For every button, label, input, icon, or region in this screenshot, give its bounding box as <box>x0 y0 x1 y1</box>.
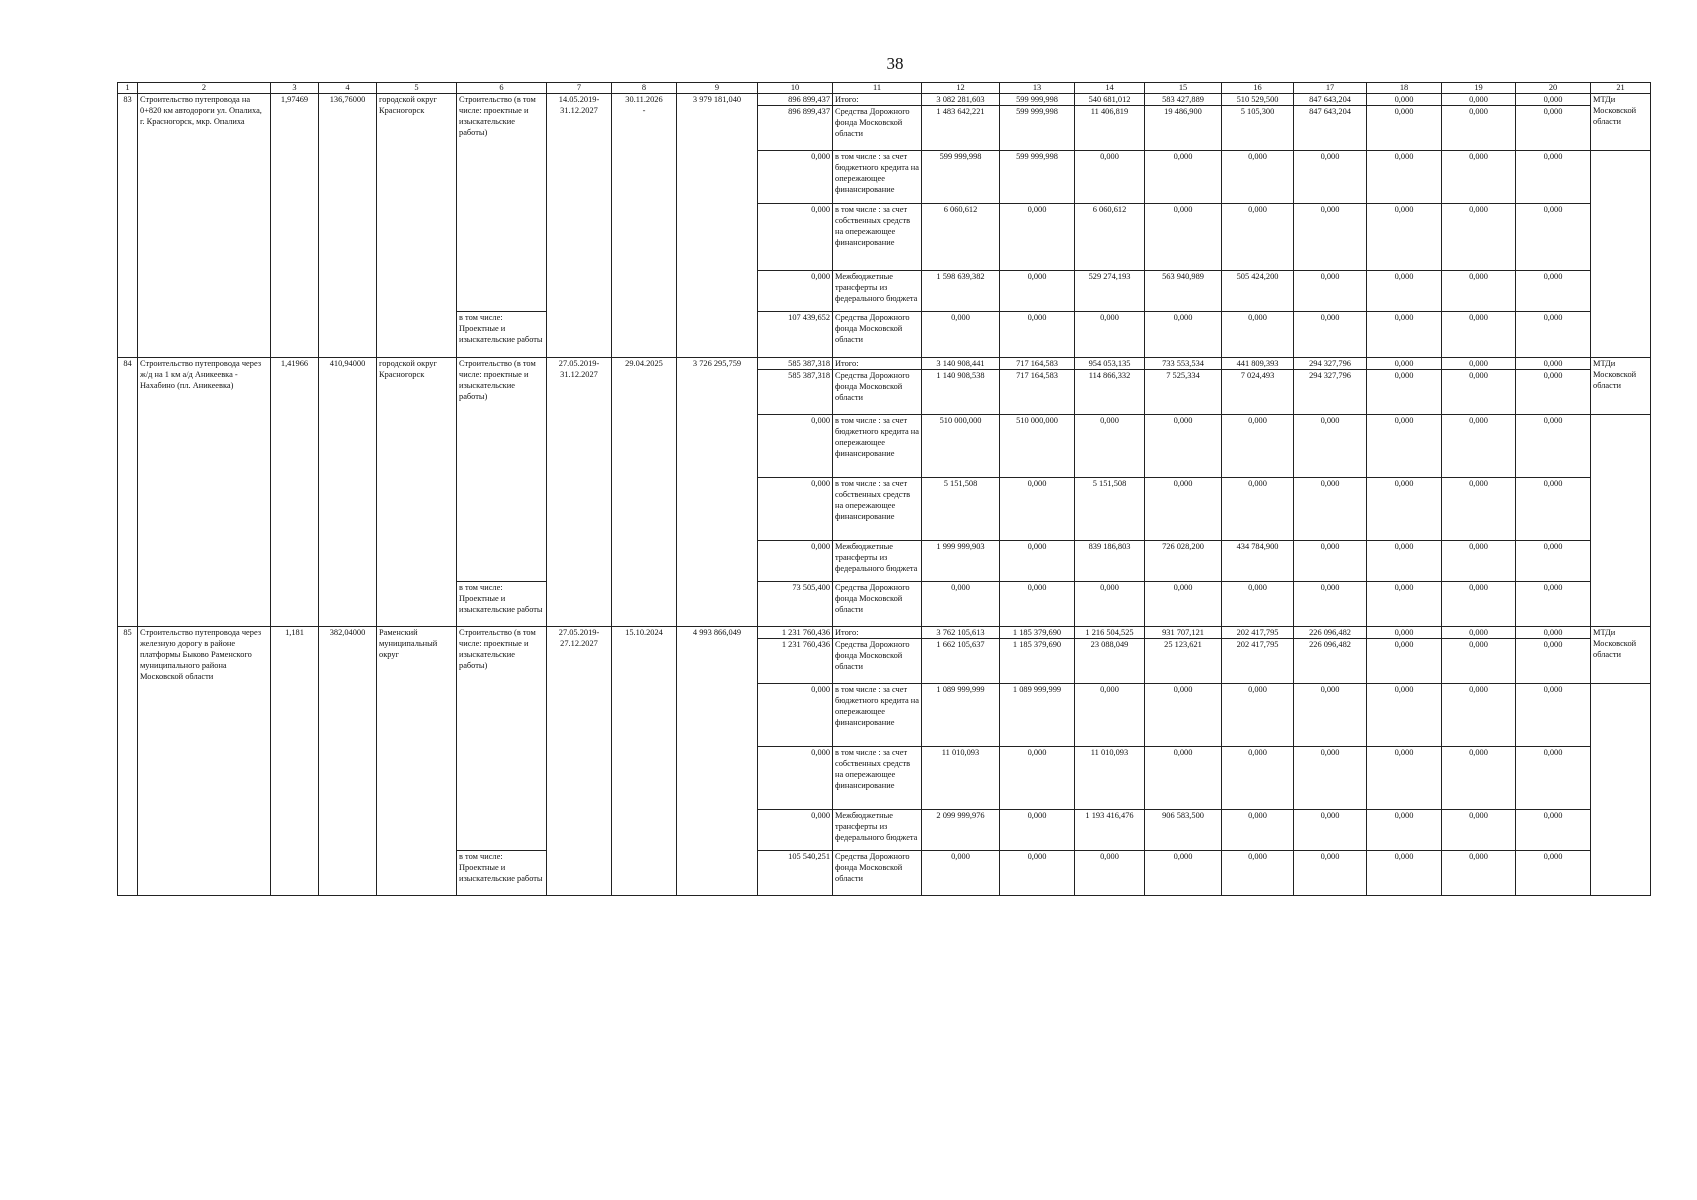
year-value: 0,000 <box>1516 747 1591 810</box>
completion-date <box>612 627 677 896</box>
year-value: 25 123,621 <box>1145 639 1222 684</box>
year-value: 0,000 <box>1294 415 1367 478</box>
year-value: 0,000 <box>1145 582 1222 627</box>
year-value: 0,000 <box>1442 358 1516 370</box>
year-value: 0,000 <box>1367 151 1442 204</box>
funding-source: в том числе : за счет бюджетного кредита на опережающее финансирование <box>833 151 922 204</box>
year-value: 0,000 <box>1294 810 1367 851</box>
year-value: 0,000 <box>1367 851 1442 896</box>
column-number: 14 <box>1075 83 1145 94</box>
year-value: 0,000 <box>1516 639 1591 684</box>
year-value: 7 024,493 <box>1222 370 1294 415</box>
column-number: 21 <box>1591 83 1651 94</box>
customer-empty <box>1591 684 1651 896</box>
project-name: Строительство путепровода на 0+820 км автодороги ул. Опалиха, г. Красногорск, мкр. Опалиха <box>138 94 271 358</box>
column-number: 2 <box>138 83 271 94</box>
year-value: 0,000 <box>1367 747 1442 810</box>
column-number: 9 <box>677 83 758 94</box>
year-value: 0,000 <box>1367 94 1442 106</box>
year-value: 294 327,796 <box>1294 358 1367 370</box>
year-value: 226 096,482 <box>1294 627 1367 639</box>
column-number: 19 <box>1442 83 1516 94</box>
year-value: 0,000 <box>1075 582 1145 627</box>
year-value: 505 424,200 <box>1222 271 1294 312</box>
column-number: 4 <box>319 83 377 94</box>
year-value: 0,000 <box>1145 851 1222 896</box>
year-value: 0,000 <box>1516 582 1591 627</box>
year-value: 733 553,534 <box>1145 358 1222 370</box>
year-value: 0,000 <box>1294 541 1367 582</box>
year-value: 0,000 <box>1145 684 1222 747</box>
completion-mark: - <box>642 106 646 115</box>
year-value: 847 643,204 <box>1294 106 1367 151</box>
col10-value: 896 899,437 <box>758 94 833 106</box>
year-value: 0,000 <box>1367 415 1442 478</box>
year-value: 0,000 <box>1367 684 1442 747</box>
completion-date-value: 29.04.2025 <box>625 359 663 368</box>
year-value: 0,000 <box>1367 810 1442 851</box>
year-value: 1 089 999,999 <box>1000 684 1075 747</box>
year-value: 0,000 <box>1442 312 1516 358</box>
year-value: 0,000 <box>1516 851 1591 896</box>
year-value: 1 089 999,999 <box>922 684 1000 747</box>
col10-value: 1 231 760,436 <box>758 639 833 684</box>
design-work-type: в том числе: Проектные и изыскательские работы <box>457 582 547 627</box>
year-value: 0,000 <box>1222 582 1294 627</box>
year-value: 0,000 <box>1222 684 1294 747</box>
col10-value: 585 387,318 <box>758 358 833 370</box>
column-number: 5 <box>377 83 457 94</box>
year-value: 0,000 <box>1222 151 1294 204</box>
municipality: городской округ Красногорск <box>377 358 457 627</box>
column-number: 18 <box>1367 83 1442 94</box>
year-value: 0,000 <box>1294 312 1367 358</box>
col10-value: 105 540,251 <box>758 851 833 896</box>
funding-source: Средства Дорожного фонда Московской области <box>833 582 922 627</box>
col10-value: 107 439,652 <box>758 312 833 358</box>
project-number: 84 <box>118 358 138 627</box>
column-number: 3 <box>271 83 319 94</box>
year-value: 202 417,795 <box>1222 627 1294 639</box>
completion-date-value: 15.10.2024 <box>625 628 663 637</box>
year-value: 0,000 <box>1516 106 1591 151</box>
year-value: 5 151,508 <box>1075 478 1145 541</box>
project-area: 382,04000 <box>319 627 377 896</box>
funding-source: Итого: <box>833 358 922 370</box>
year-value: 7 525,334 <box>1145 370 1222 415</box>
year-value: 0,000 <box>1367 370 1442 415</box>
project-length: 1,97469 <box>271 94 319 358</box>
year-value: 847 643,204 <box>1294 94 1367 106</box>
year-value: 1 598 639,382 <box>922 271 1000 312</box>
design-work-type: в том числе: Проектные и изыскательские работы <box>457 851 547 896</box>
year-value: 0,000 <box>1000 271 1075 312</box>
year-value: 0,000 <box>1145 204 1222 271</box>
year-value: 0,000 <box>1145 312 1222 358</box>
year-value: 0,000 <box>1294 204 1367 271</box>
year-value: 1 185 379,690 <box>1000 639 1075 684</box>
year-value: 726 028,200 <box>1145 541 1222 582</box>
year-value: 0,000 <box>1442 370 1516 415</box>
year-value: 0,000 <box>1516 541 1591 582</box>
funding-source: Средства Дорожного фонда Московской области <box>833 370 922 415</box>
year-value: 0,000 <box>1442 582 1516 627</box>
funding-source: Межбюджетные трансферты из федерального бюджета <box>833 810 922 851</box>
year-value: 0,000 <box>1442 415 1516 478</box>
year-value: 6 060,612 <box>1075 204 1145 271</box>
year-value: 5 105,300 <box>1222 106 1294 151</box>
project-number: 83 <box>118 94 138 358</box>
year-value: 0,000 <box>1000 478 1075 541</box>
column-number: 6 <box>457 83 547 94</box>
year-value: 294 327,796 <box>1294 370 1367 415</box>
year-value: 529 274,193 <box>1075 271 1145 312</box>
year-value: 0,000 <box>1516 312 1591 358</box>
project-area: 136,76000 <box>319 94 377 358</box>
year-value: 0,000 <box>1294 151 1367 204</box>
year-value: 0,000 <box>1442 271 1516 312</box>
col10-value: 0,000 <box>758 271 833 312</box>
funding-source: Межбюджетные трансферты из федерального бюджета <box>833 271 922 312</box>
funding-source: Средства Дорожного фонда Московской области <box>833 639 922 684</box>
year-value: 0,000 <box>1516 358 1591 370</box>
budget-table <box>117 82 1651 896</box>
year-value: 1 662 105,637 <box>922 639 1000 684</box>
year-value: 0,000 <box>1516 151 1591 204</box>
year-value: 0,000 <box>1145 151 1222 204</box>
year-value: 3 082 281,603 <box>922 94 1000 106</box>
page-number: 38 <box>886 54 904 73</box>
col10-value: 0,000 <box>758 810 833 851</box>
year-value: 717 164,583 <box>1000 370 1075 415</box>
year-value: 0,000 <box>1000 541 1075 582</box>
year-value: 0,000 <box>1294 582 1367 627</box>
funding-source: в том числе : за счет собственных средств на опережающее финансирование <box>833 747 922 810</box>
project-length: 1,41966 <box>271 358 319 627</box>
year-value: 0,000 <box>1442 151 1516 204</box>
year-value: 1 140 908,538 <box>922 370 1000 415</box>
project-name: Строительство путепровода через железную дорогу в районе платформы Быково Раменского муниципального района Московской области <box>138 627 271 896</box>
year-value: 0,000 <box>1516 204 1591 271</box>
col10-value: 896 899,437 <box>758 106 833 151</box>
year-value: 0,000 <box>1367 271 1442 312</box>
year-value: 0,000 <box>1367 639 1442 684</box>
year-value: 0,000 <box>1516 478 1591 541</box>
year-value: 0,000 <box>922 851 1000 896</box>
year-value: 11 406,819 <box>1075 106 1145 151</box>
customer: МТДи Московской области <box>1591 94 1651 151</box>
column-number: 15 <box>1145 83 1222 94</box>
year-value: 0,000 <box>1145 415 1222 478</box>
year-value: 23 088,049 <box>1075 639 1145 684</box>
year-value: 6 060,612 <box>922 204 1000 271</box>
year-value: 510 000,000 <box>1000 415 1075 478</box>
budget-table-container <box>117 82 1650 956</box>
design-work-type: в том числе: Проектные и изыскательские работы <box>457 312 547 358</box>
year-value: 114 866,332 <box>1075 370 1145 415</box>
year-value: 0,000 <box>1516 684 1591 747</box>
year-value: 0,000 <box>922 312 1000 358</box>
year-value: 19 486,900 <box>1145 106 1222 151</box>
funding-source: Межбюджетные трансферты из федерального бюджета <box>833 541 922 582</box>
year-value: 1 483 642,221 <box>922 106 1000 151</box>
year-value: 0,000 <box>1367 204 1442 271</box>
year-value: 0,000 <box>1442 94 1516 106</box>
year-value: 0,000 <box>1516 415 1591 478</box>
year-value: 0,000 <box>1075 684 1145 747</box>
year-value: 599 999,998 <box>922 151 1000 204</box>
year-value: 0,000 <box>1222 312 1294 358</box>
work-period: 27.05.2019- 31.12.2027 <box>547 358 612 627</box>
year-value: 0,000 <box>1442 747 1516 810</box>
year-value: 0,000 <box>1367 478 1442 541</box>
column-number: 17 <box>1294 83 1367 94</box>
year-value: 0,000 <box>1222 810 1294 851</box>
work-type: Строительство (в том числе: проектные и изыскательские работы) <box>457 627 547 851</box>
funding-source: Итого: <box>833 627 922 639</box>
col10-value: 0,000 <box>758 747 833 810</box>
year-value: 0,000 <box>1442 810 1516 851</box>
project-area: 410,94000 <box>319 358 377 627</box>
work-type: Строительство (в том числе: проектные и изыскательские работы) <box>457 94 547 312</box>
column-number: 20 <box>1516 83 1591 94</box>
year-value: 563 940,989 <box>1145 271 1222 312</box>
year-value: 0,000 <box>1516 810 1591 851</box>
table-row <box>118 94 1651 106</box>
column-number: 16 <box>1222 83 1294 94</box>
year-value: 0,000 <box>1516 94 1591 106</box>
year-value: 11 010,093 <box>922 747 1000 810</box>
municipality: городской округ Красногорск <box>377 94 457 358</box>
municipality: Раменский муниципальный округ <box>377 627 457 896</box>
year-value: 0,000 <box>1075 415 1145 478</box>
project-cost: 4 993 866,049 <box>677 627 758 896</box>
table-row <box>118 358 1651 370</box>
year-value: 717 164,583 <box>1000 358 1075 370</box>
funding-source: Средства Дорожного фонда Московской области <box>833 312 922 358</box>
column-number: 10 <box>758 83 833 94</box>
year-value: 0,000 <box>1442 541 1516 582</box>
col10-value: 0,000 <box>758 478 833 541</box>
column-number: 12 <box>922 83 1000 94</box>
year-value: 1 216 504,525 <box>1075 627 1145 639</box>
year-value: 839 186,803 <box>1075 541 1145 582</box>
year-value: 0,000 <box>1222 478 1294 541</box>
column-number: 8 <box>612 83 677 94</box>
year-value: 0,000 <box>1367 582 1442 627</box>
year-value: 5 151,508 <box>922 478 1000 541</box>
year-value: 0,000 <box>1367 627 1442 639</box>
project-cost: 3 726 295,759 <box>677 358 758 627</box>
year-value: 510 529,500 <box>1222 94 1294 106</box>
column-number-row <box>118 83 1651 94</box>
year-value: 11 010,093 <box>1075 747 1145 810</box>
year-value: 3 140 908,441 <box>922 358 1000 370</box>
col10-value: 0,000 <box>758 151 833 204</box>
table-row <box>118 627 1651 639</box>
work-period: 27.05.2019- 27.12.2027 <box>547 627 612 896</box>
year-value: 599 999,998 <box>1000 94 1075 106</box>
col10-value: 1 231 760,436 <box>758 627 833 639</box>
work-period: 14.05.2019- 31.12.2027 <box>547 94 612 358</box>
year-value: 1 193 416,476 <box>1075 810 1145 851</box>
year-value: 510 000,000 <box>922 415 1000 478</box>
year-value: 0,000 <box>1294 851 1367 896</box>
column-number: 13 <box>1000 83 1075 94</box>
year-value: 0,000 <box>1367 312 1442 358</box>
year-value: 0,000 <box>1516 370 1591 415</box>
col10-value: 0,000 <box>758 684 833 747</box>
completion-date <box>612 94 677 358</box>
year-value: 3 762 105,613 <box>922 627 1000 639</box>
year-value: 0,000 <box>1000 582 1075 627</box>
year-value: 226 096,482 <box>1294 639 1367 684</box>
column-number: 11 <box>833 83 922 94</box>
year-value: 0,000 <box>1516 271 1591 312</box>
funding-source: Итого: <box>833 94 922 106</box>
year-value: 0,000 <box>1294 271 1367 312</box>
year-value: 954 053,135 <box>1075 358 1145 370</box>
year-value: 0,000 <box>1367 358 1442 370</box>
year-value: 0,000 <box>1145 478 1222 541</box>
year-value: 0,000 <box>1442 478 1516 541</box>
year-value: 0,000 <box>1000 204 1075 271</box>
year-value: 540 681,012 <box>1075 94 1145 106</box>
col10-value: 0,000 <box>758 541 833 582</box>
year-value: 0,000 <box>1442 639 1516 684</box>
year-value: 2 099 999,976 <box>922 810 1000 851</box>
year-value: 0,000 <box>1222 747 1294 810</box>
funding-source: Средства Дорожного фонда Московской области <box>833 851 922 896</box>
year-value: 0,000 <box>1000 312 1075 358</box>
year-value: 202 417,795 <box>1222 639 1294 684</box>
year-value: 0,000 <box>1442 851 1516 896</box>
year-value: 0,000 <box>1442 684 1516 747</box>
year-value: 0,000 <box>1294 747 1367 810</box>
project-name: Строительство путепровода через ж/д на 1 км а/д Аникеевка - Нахабино (пл. Аникеевка) <box>138 358 271 627</box>
year-value: 0,000 <box>1145 747 1222 810</box>
customer-empty <box>1591 415 1651 627</box>
funding-source: в том числе : за счет бюджетного кредита на опережающее финансирование <box>833 684 922 747</box>
year-value: 0,000 <box>1367 541 1442 582</box>
column-number: 1 <box>118 83 138 94</box>
year-value: 0,000 <box>1075 312 1145 358</box>
work-type: Строительство (в том числе: проектные и изыскательские работы) <box>457 358 547 582</box>
year-value: 0,000 <box>1442 204 1516 271</box>
year-value: 906 583,500 <box>1145 810 1222 851</box>
funding-source: в том числе : за счет собственных средств на опережающее финансирование <box>833 478 922 541</box>
year-value: 599 999,998 <box>1000 106 1075 151</box>
year-value: 0,000 <box>1442 627 1516 639</box>
year-value: 441 809,393 <box>1222 358 1294 370</box>
year-value: 0,000 <box>1222 415 1294 478</box>
year-value: 0,000 <box>1222 204 1294 271</box>
year-value: 1 999 999,903 <box>922 541 1000 582</box>
project-number: 85 <box>118 627 138 896</box>
customer: МТДи Московской области <box>1591 627 1651 684</box>
year-value: 931 707,121 <box>1145 627 1222 639</box>
year-value: 0,000 <box>1000 747 1075 810</box>
year-value: 0,000 <box>1222 851 1294 896</box>
year-value: 0,000 <box>1516 627 1591 639</box>
year-value: 0,000 <box>1367 106 1442 151</box>
year-value: 0,000 <box>1294 684 1367 747</box>
funding-source: Средства Дорожного фонда Московской области <box>833 106 922 151</box>
year-value: 0,000 <box>1294 478 1367 541</box>
completion-date-value: 30.11.2026 <box>625 95 663 104</box>
col10-value: 0,000 <box>758 204 833 271</box>
funding-source: в том числе : за счет бюджетного кредита на опережающее финансирование <box>833 415 922 478</box>
year-value: 0,000 <box>1000 810 1075 851</box>
customer: МТДи Московской области <box>1591 358 1651 415</box>
col10-value: 73 505,400 <box>758 582 833 627</box>
col10-value: 585 387,318 <box>758 370 833 415</box>
year-value: 0,000 <box>1000 851 1075 896</box>
completion-date <box>612 358 677 627</box>
col10-value: 0,000 <box>758 415 833 478</box>
year-value: 0,000 <box>1075 151 1145 204</box>
year-value: 0,000 <box>922 582 1000 627</box>
year-value: 599 999,998 <box>1000 151 1075 204</box>
year-value: 0,000 <box>1075 851 1145 896</box>
customer-empty <box>1591 151 1651 358</box>
year-value: 583 427,889 <box>1145 94 1222 106</box>
year-value: 434 784,900 <box>1222 541 1294 582</box>
column-number: 7 <box>547 83 612 94</box>
project-cost: 3 979 181,040 <box>677 94 758 358</box>
year-value: 1 185 379,690 <box>1000 627 1075 639</box>
year-value: 0,000 <box>1442 106 1516 151</box>
project-length: 1,181 <box>271 627 319 896</box>
funding-source: в том числе : за счет собственных средств на опережающее финансирование <box>833 204 922 271</box>
